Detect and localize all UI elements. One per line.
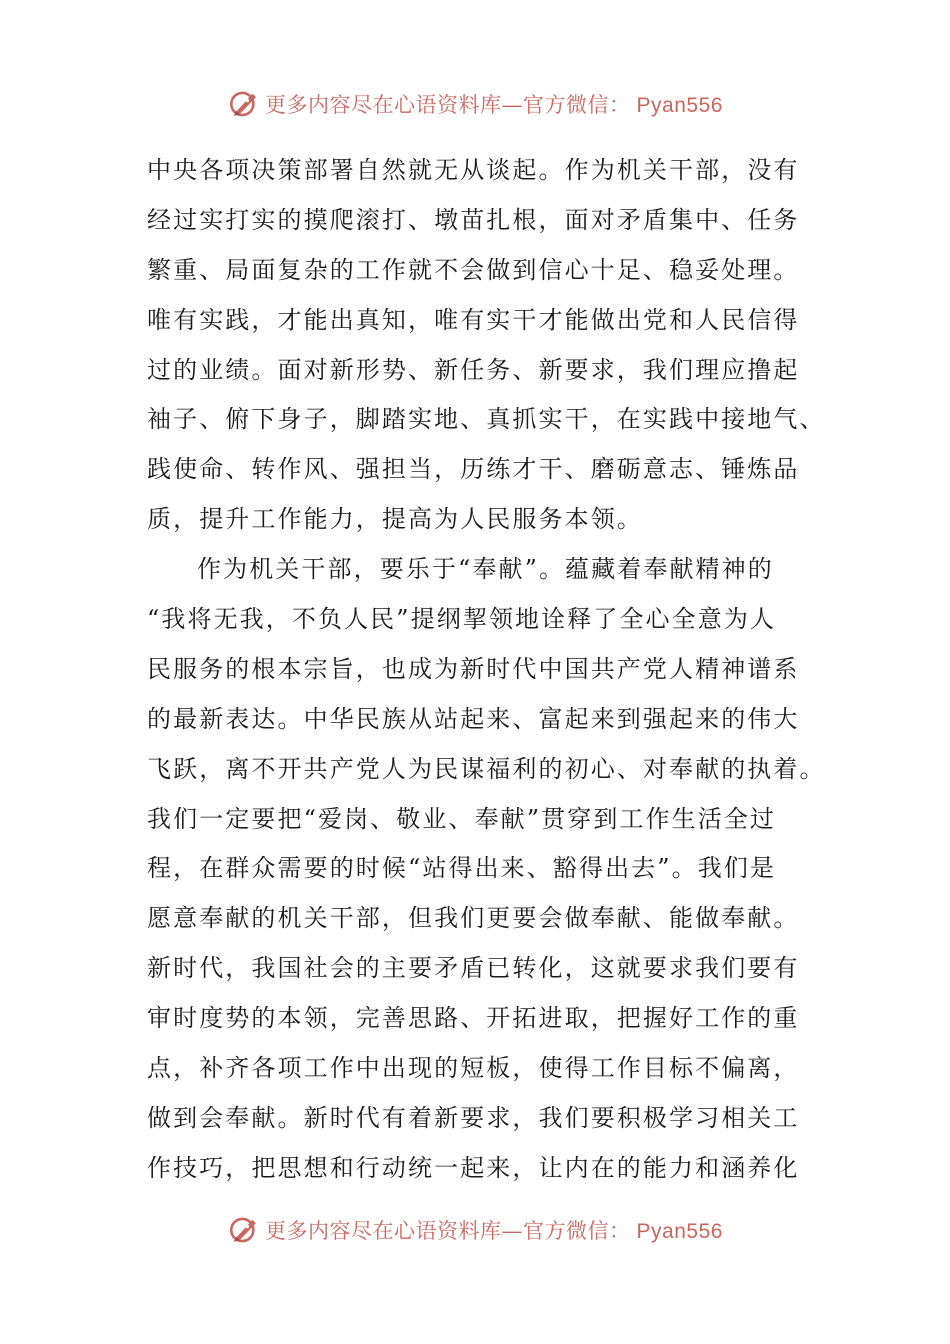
pen-nib-logo-icon (227, 1213, 261, 1247)
text-line: 中央各项决策部署自然就无从谈起。作为机关干部，没有 (147, 156, 800, 184)
text-line: 审时度势的本领，完善思路、开拓进取，把握好工作的重 (147, 1004, 800, 1033)
text-line: 作技巧，把思想和行动统一起来，让内在的能力和涵养化 (147, 1153, 800, 1182)
text-line: 程，在群众需要的时候“站得出来、豁得出去”。我们是 (147, 854, 777, 883)
document-body (147, 146, 826, 1194)
banner-text: 更多内容尽在心语资料库—官方微信： Pyan556 (265, 1219, 723, 1243)
text-line: 袖子、俯下身子，脚踏实地、真抓实干，在实践中接地气、 (147, 405, 826, 434)
wechat-handle: Pyan556 (636, 94, 723, 117)
text-line: 做到会奉献。新时代有着新要求，我们要积极学习相关工 (147, 1103, 800, 1132)
text-line: 我们一定要把“爱岗、敬业、奉献”贯穿到工作生活全过 (147, 804, 777, 833)
text-line: 愿意奉献的机关干部，但我们更要会做奉献、能做奉献。 (147, 904, 800, 933)
text-line: 点，补齐各项工作中出现的短板，使得工作目标不偏离， (147, 1054, 800, 1083)
text-line: 过的业绩。面对新形势、新任务、新要求，我们理应撸起 (147, 355, 800, 384)
footer-banner (0, 1210, 950, 1250)
text-line: 新时代，我国社会的主要矛盾已转化，这就要求我们要有 (147, 954, 800, 983)
text-line: 经过实打实的摸爬滚打、墩苗扎根，面对矛盾集中、任务 (147, 205, 800, 234)
text-line: 飞跃，离不开共产党人为民谋福利的初心、对奉献的执着。 (147, 754, 826, 783)
text-line: “我将无我，不负人民”提纲挈领地诠释了全心全意为人 (147, 605, 777, 634)
paragraph-start-line: 作为机关干部，要乐于“奉献”。蕴藏着奉献精神的 (197, 555, 774, 584)
text-line: 唯有实践，才能出真知，唯有实干才能做出党和人民信得 (147, 305, 800, 334)
pen-nib-logo-icon (227, 87, 261, 121)
text-line: 民服务的根本宗旨，也成为新时代中国共产党人精神谱系 (147, 654, 800, 683)
banner-text: 更多内容尽在心语资料库—官方微信： Pyan556 (265, 93, 723, 117)
text-line: 繁重、局面复杂的工作就不会做到信心十足、稳妥处理。 (147, 255, 800, 284)
text-line: 践使命、转作风、强担当，历练才干、磨砺意志、锤炼品 (147, 455, 800, 484)
text-line: 质，提升工作能力，提高为人民服务本领。 (147, 505, 643, 534)
wechat-handle: Pyan556 (636, 1220, 723, 1243)
text-line: 的最新表达。中华民族从站起来、富起来到强起来的伟大 (147, 704, 800, 733)
header-banner (0, 84, 950, 124)
